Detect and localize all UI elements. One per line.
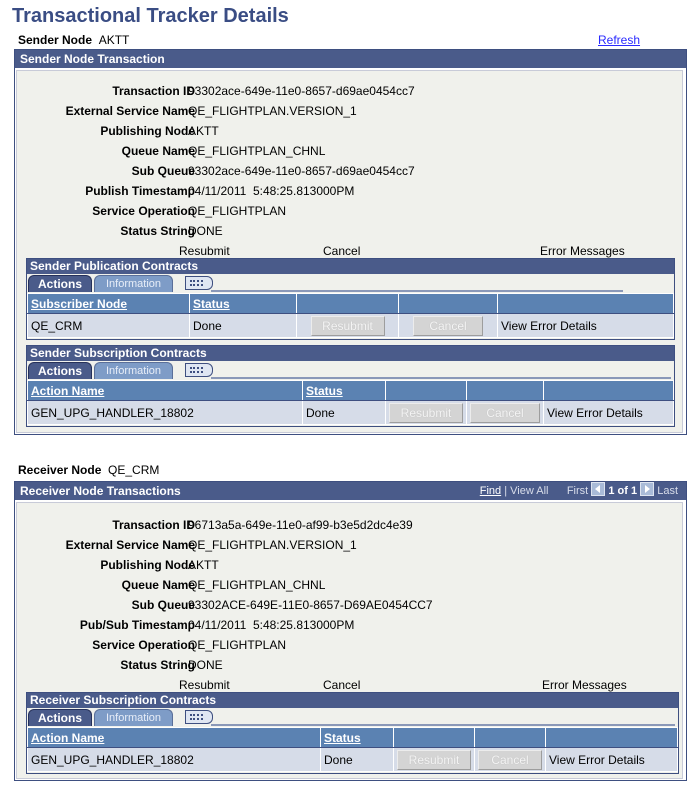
sender-subscription-contracts-grid: [26, 345, 675, 427]
field-label: External Service Name: [65, 538, 195, 552]
view-error-details[interactable]: View Error Details: [546, 748, 678, 772]
cancel-column-label: Cancel: [323, 244, 361, 258]
column-header-status[interactable]: Status: [321, 728, 394, 748]
show-all-columns-icon[interactable]: [185, 363, 213, 377]
service-operation-value: QE_FLIGHTPLAN: [188, 204, 287, 218]
receiver-section-title: Receiver Node Transactions: [20, 484, 181, 498]
sender-node-value: AKTT: [98, 33, 130, 47]
column-header-resubmit: [394, 728, 475, 748]
grid-title: Sender Subscription Contracts: [27, 346, 674, 361]
field-label: Transaction ID: [112, 518, 195, 532]
cancel-button[interactable]: Cancel: [413, 316, 483, 336]
status-string-value: DONE: [188, 224, 223, 238]
action-name-cell: GEN_UPG_HANDLER_18802: [28, 748, 321, 772]
grid-tabs: [27, 274, 674, 292]
field-label: Pub/Sub Timestamp: [79, 618, 195, 632]
field-label: Service Operation: [92, 638, 195, 652]
tab-divider: [211, 290, 623, 292]
sender-section-header: Sender Node Transaction: [15, 50, 686, 68]
receiver-node-label: Receiver Node: [18, 463, 102, 477]
tab-information[interactable]: Information: [94, 275, 173, 292]
transaction-id-value: 96713a5a-649e-11e0-af99-b3e5d2dc4e39: [188, 518, 413, 532]
view-error-details[interactable]: View Error Details: [498, 314, 674, 338]
table-row: [28, 314, 674, 338]
status-cell: Done: [303, 401, 386, 425]
sender-node-line: [18, 33, 129, 47]
subscriber-node-cell: QE_CRM: [28, 314, 190, 338]
cancel-column-label: Cancel: [323, 678, 361, 692]
grid-tabs: [27, 361, 674, 379]
column-header-resubmit: [386, 381, 467, 401]
receiver-section-header: [15, 482, 686, 500]
column-header-error: [498, 294, 674, 314]
tab-actions[interactable]: Actions: [28, 275, 92, 292]
page-title: Transactional Tracker Details: [12, 5, 289, 27]
refresh-link[interactable]: Refresh: [598, 33, 641, 47]
column-header-resubmit: [297, 294, 399, 314]
pubsub-timestamp-value: 04/11/2011 5:48:25.813000PM: [188, 618, 355, 632]
service-operation-value: QE_FLIGHTPLAN: [188, 638, 287, 652]
column-header-subscriber-node[interactable]: Subscriber Node: [28, 294, 190, 314]
field-label: Publish Timestamp: [85, 184, 195, 198]
status-cell: Done: [321, 748, 394, 772]
table-row: [28, 401, 674, 425]
tab-information[interactable]: Information: [94, 709, 173, 726]
previous-arrow-icon[interactable]: [591, 482, 605, 496]
tab-actions[interactable]: Actions: [28, 709, 92, 726]
tab-divider: [211, 377, 671, 379]
field-label: Publishing Node: [100, 558, 195, 572]
tab-actions[interactable]: Actions: [28, 362, 92, 379]
publishing-node-value: AKTT: [188, 124, 219, 138]
column-header-action-name[interactable]: Action Name: [28, 728, 321, 748]
error-messages-column-label: Error Messages: [542, 678, 627, 692]
row-count: 1 of 1: [608, 485, 638, 497]
resubmit-button[interactable]: Resubmit: [311, 316, 385, 336]
next-arrow-icon[interactable]: [640, 482, 654, 496]
first-label[interactable]: First: [566, 485, 589, 497]
subscription-contracts-table: [27, 380, 674, 425]
field-label: Transaction ID: [112, 84, 195, 98]
queue-name-value: QE_FLIGHTPLAN_CHNL: [188, 144, 326, 158]
show-all-columns-icon[interactable]: [185, 710, 213, 724]
column-header-status[interactable]: Status: [303, 381, 386, 401]
view-all-link[interactable]: View All: [510, 485, 549, 497]
last-label[interactable]: Last: [657, 485, 678, 497]
resubmit-column-label: Resubmit: [179, 244, 230, 258]
status-string-value: DONE: [188, 658, 223, 672]
queue-name-value: QE_FLIGHTPLAN_CHNL: [188, 578, 326, 592]
find-link[interactable]: Find: [479, 485, 502, 497]
cancel-button[interactable]: Cancel: [478, 750, 542, 770]
column-header-error: [544, 381, 674, 401]
view-error-details[interactable]: View Error Details: [544, 401, 674, 425]
publishing-node-value: AKTT: [188, 558, 219, 572]
status-cell: Done: [190, 314, 297, 338]
tab-information[interactable]: Information: [94, 362, 173, 379]
publish-timestamp-value: 04/11/2011 5:48:25.813000PM: [188, 184, 355, 198]
field-label: Status String: [120, 658, 195, 672]
sender-node-transaction-section: [14, 49, 687, 435]
column-header-action-name[interactable]: Action Name: [28, 381, 303, 401]
grid-title: Receiver Subscription Contracts: [27, 693, 678, 708]
field-label: Status String: [120, 224, 195, 238]
column-header-cancel: [399, 294, 498, 314]
field-label: Publishing Node: [100, 124, 195, 138]
receiver-subscription-contracts-grid: [26, 692, 679, 774]
sub-queue-value: 93302ACE-649E-11E0-8657-D69AE0454CC7: [188, 598, 433, 612]
column-header-cancel: [475, 728, 546, 748]
publication-contracts-table: [27, 293, 674, 338]
field-label: External Service Name: [65, 104, 195, 118]
external-service-name-value: QE_FLIGHTPLAN.VERSION_1: [188, 104, 357, 118]
grid-tabs: [27, 708, 678, 726]
row-navigation: [480, 482, 678, 500]
resubmit-button[interactable]: Resubmit: [397, 750, 471, 770]
sender-publication-contracts-grid: [26, 258, 675, 340]
external-service-name-value: QE_FLIGHTPLAN.VERSION_1: [188, 538, 357, 552]
show-all-columns-icon[interactable]: [185, 276, 213, 290]
sender-node-label: Sender Node: [18, 33, 93, 47]
table-row: [28, 748, 678, 772]
error-messages-column-label: Error Messages: [540, 244, 625, 258]
sub-queue-value: 93302ace-649e-11e0-8657-d69ae0454cc7: [188, 164, 415, 178]
nav-separator: |: [504, 485, 508, 497]
receiver-node-transactions-section: [14, 481, 687, 781]
action-name-cell: GEN_UPG_HANDLER_18802: [28, 401, 303, 425]
resubmit-column-label: Resubmit: [179, 678, 230, 692]
transaction-id-value: 93302ace-649e-11e0-8657-d69ae0454cc7: [188, 84, 415, 98]
column-header-error: [546, 728, 678, 748]
column-header-status[interactable]: Status: [190, 294, 297, 314]
receiver-node-line: [18, 463, 159, 477]
field-label: Service Operation: [92, 204, 195, 218]
receiver-subscription-contracts-table: [27, 727, 678, 772]
field-label: Queue Name: [121, 578, 195, 592]
grid-title: Sender Publication Contracts: [27, 259, 674, 274]
field-label: Sub Queue: [131, 598, 195, 612]
column-header-cancel: [467, 381, 544, 401]
tab-divider: [211, 724, 675, 726]
resubmit-button[interactable]: Resubmit: [389, 403, 463, 423]
cancel-button[interactable]: Cancel: [470, 403, 540, 423]
receiver-node-value: QE_CRM: [108, 463, 160, 477]
field-label: Sub Queue: [131, 164, 195, 178]
field-label: Queue Name: [121, 144, 195, 158]
